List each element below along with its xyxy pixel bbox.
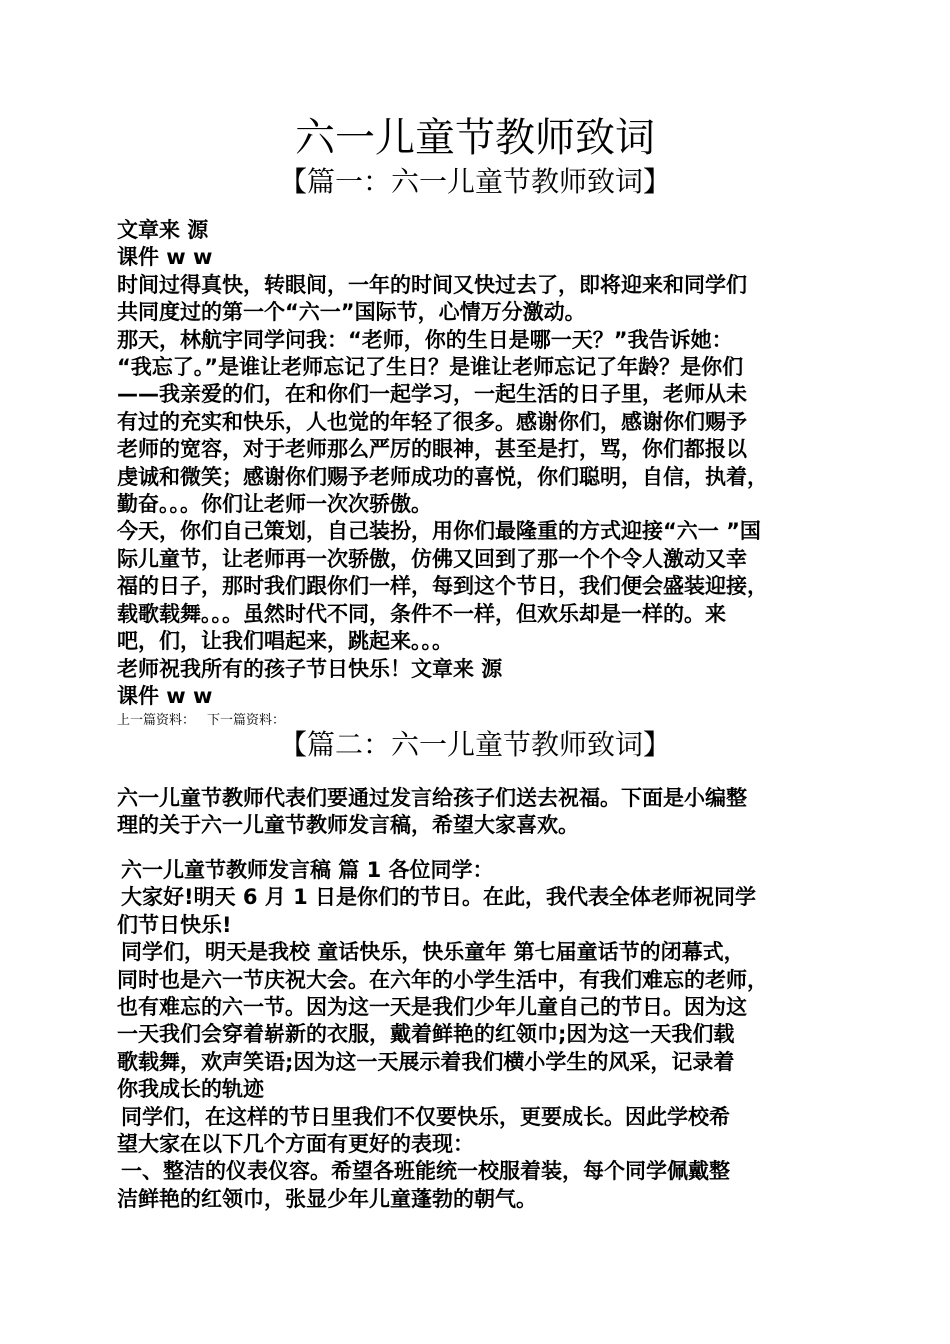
text-line: 有过的充实和快乐，人也觉的年轻了很多。感谢你们，感谢你们赐予 bbox=[117, 409, 747, 434]
text-line: 共同度过的第一个“六一”国际节，心情万分激动。 bbox=[117, 300, 586, 325]
text-line: 你我成长的轨迹 bbox=[117, 1077, 264, 1102]
text-line: 老师祝我所有的孩子节日快乐！文章来 源 bbox=[117, 656, 503, 681]
text-line: 载歌载舞。。。虽然时代不同，条件不一样，但欢乐却是一样的。来 bbox=[117, 601, 726, 626]
text-line: 同学们，在这样的节日里我们不仅要快乐，更要成长。因此学校希 bbox=[121, 1104, 730, 1129]
section-2-heading: 【篇二：六一儿童节教师致词】 bbox=[278, 728, 671, 761]
text-line: 课件 w w bbox=[117, 245, 213, 270]
text-line: 福的日子，那时我们跟你们一样，每到这个节日，我们便会盛装迎接， bbox=[117, 574, 768, 599]
section-1-body bbox=[117, 217, 852, 710]
text-line: 歌载舞，欢声笑语;因为这一天展示着我们横小学生的风采，记录着 bbox=[117, 1049, 735, 1074]
prev-article-link[interactable]: 上一篇资料： bbox=[117, 713, 196, 728]
text-line: 时间过得真快，转眼间，一年的时间又快过去了，即将迎来和同学们 bbox=[117, 272, 747, 297]
text-line: 同学们，明天是我校 童话快乐，快乐童年 第七届童话节的闭幕式， bbox=[121, 940, 745, 965]
text-line: 勤奋。。。你们让老师一次次骄傲。 bbox=[117, 492, 432, 517]
text-line: 同时也是六一节庆祝大会。在六年的小学生活中，有我们难忘的老师， bbox=[117, 967, 768, 992]
document-title: 六一儿童节教师致词 bbox=[295, 115, 655, 161]
text-line: 理的关于六一儿童节教师发言稿，希望大家喜欢。 bbox=[117, 813, 579, 838]
text-line: 虔诚和微笑；感谢你们赐予老师成功的喜悦，你们聪明，自信，执着， bbox=[117, 464, 768, 489]
text-line: ——我亲爱的们，在和你们一起学习，一起生活的日子里，老师从未 bbox=[117, 382, 747, 407]
text-line: 文章来 源 bbox=[117, 218, 209, 242]
text-line: 大家好!明天 6 月 1 日是你们的节日。在此，我代表全体老师祝同学 bbox=[121, 885, 757, 910]
text-line: 今天，你们自己策划，自己装扮，用你们最隆重的方式迎接“六一 ”国 bbox=[117, 519, 761, 544]
next-article-link[interactable]: 下一篇资料： bbox=[207, 713, 286, 728]
text-line: 课件 w w bbox=[117, 683, 213, 708]
text-line: 洁鲜艳的红领巾，张显少年儿童蓬勃的朝气。 bbox=[117, 1186, 537, 1211]
section-1-heading: 【篇一：六一儿童节教师致词】 bbox=[278, 165, 671, 198]
text-line: 际儿童节，让老师再一次骄傲，仿佛又回到了那一个个令人激动又幸 bbox=[117, 546, 747, 571]
text-line: 望大家在以下几个方面有更好的表现： bbox=[117, 1132, 474, 1157]
text-line: 老师的宽容，对于老师那么严厉的眼神，甚至是打，骂，你们都报以 bbox=[117, 437, 747, 462]
text-line: 六一儿童节教师发言稿 篇 1 各位同学： bbox=[121, 858, 494, 882]
section-2-body bbox=[117, 857, 852, 1213]
section-2-intro bbox=[117, 785, 852, 840]
text-line: “我忘了。”是谁让老师忘记了生日？是谁让老师忘记了年龄？是你们 bbox=[117, 355, 744, 380]
text-line: 们节日快乐! bbox=[117, 912, 232, 937]
text-line: 也有难忘的六一节。因为这一天是我们少年儿童自己的节日。因为这 bbox=[117, 995, 747, 1020]
text-line: 六一儿童节教师代表们要通过发言给孩子们送去祝福。下面是小编整 bbox=[117, 786, 747, 810]
text-line: 一、整洁的仪表仪容。希望各班能统一校服着装，每个同学佩戴整 bbox=[121, 1159, 730, 1184]
text-line: 吧，们，让我们唱起来，跳起来。。。 bbox=[117, 629, 453, 654]
text-line: 一天我们会穿着崭新的衣服，戴着鲜艳的红领巾;因为这一天我们载 bbox=[117, 1022, 735, 1047]
text-line: 那天，林航宇同学问我：“老师，你的生日是哪一天？”我告诉她： bbox=[117, 327, 733, 352]
